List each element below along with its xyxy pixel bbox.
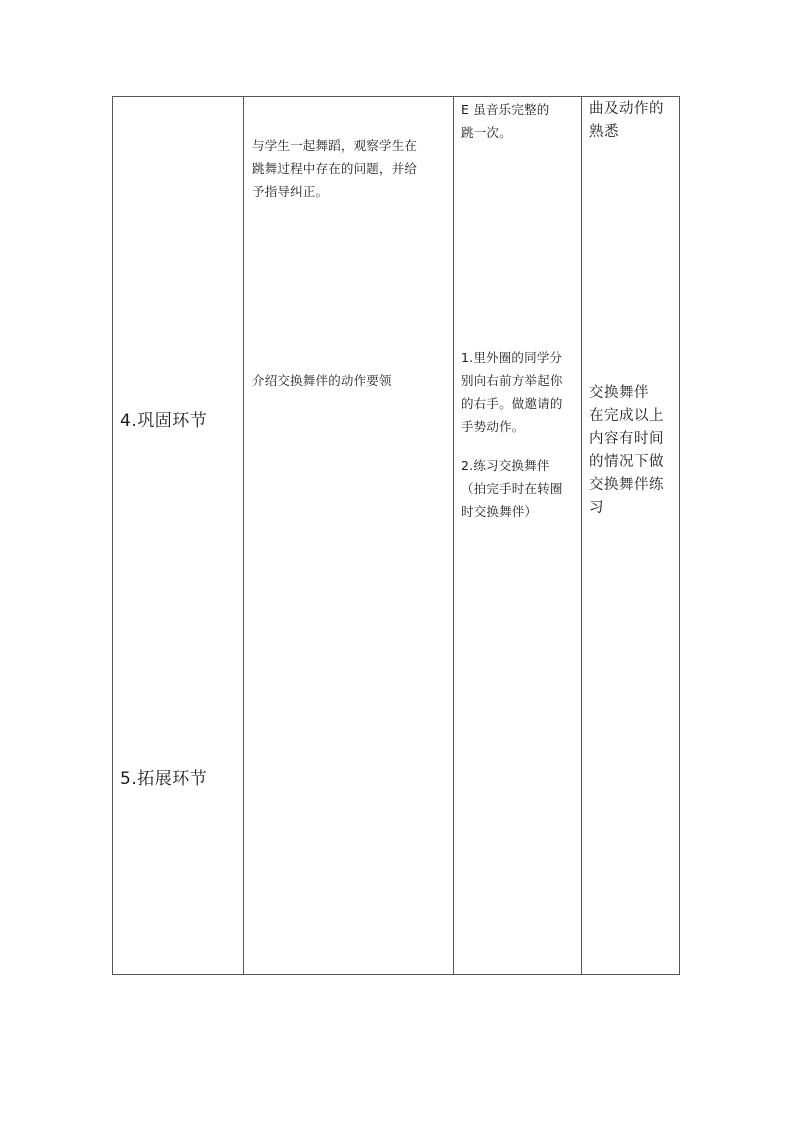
teacher-activity-text: 介绍交换舞伴的动作要领 xyxy=(252,373,392,388)
stage-column xyxy=(113,97,243,974)
note-text: 曲及动作的 熟悉 xyxy=(589,101,664,140)
student-activity-text: 2.练习交换舞伴 （拍完手时在转圈 时交换舞伴） xyxy=(461,458,563,519)
stage-4-label: 4.巩固环节 xyxy=(120,411,208,431)
lesson-plan-table xyxy=(112,96,680,975)
stage-5-label: 5.拓展环节 xyxy=(120,769,208,789)
teacher-activity-text: 与学生一起舞蹈，观察学生在 跳舞过程中存在的问题，并给 予指导纠正。 xyxy=(252,138,418,199)
student-activity-column xyxy=(454,97,581,974)
note-text: 交换舞伴 在完成以上 内容有时间 的情况下做 交换舞伴练 习 xyxy=(589,385,664,516)
student-activity-text: E 虽音乐完整的 跳一次。 xyxy=(461,102,550,140)
student-activity-text: 1.里外圈的同学分 别向右前方举起你 的右手。做邀请的 手势动作。 xyxy=(461,350,563,434)
teacher-activity-column xyxy=(244,97,453,974)
notes-column xyxy=(582,97,680,974)
